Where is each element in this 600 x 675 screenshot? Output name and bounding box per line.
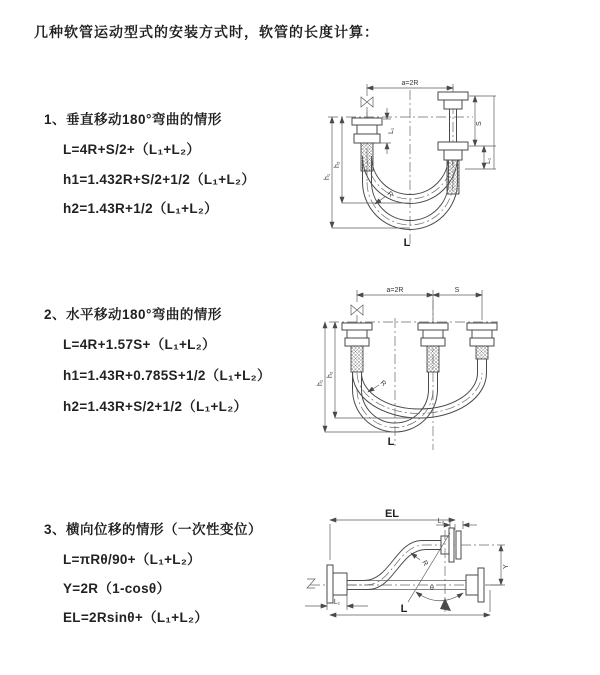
section-3-formula-Y: Y=2R（1-cosθ） [63,581,171,596]
dim-s [433,287,482,295]
dim-label-a2r: a=2R [401,80,419,87]
dim-label-l1-left: L₁ [388,127,395,134]
left-flange [342,323,372,372]
dim-label-l1-right: L₁ [485,157,492,164]
dim-label-L: L [387,436,395,448]
diagram-vertical-180-bend [303,72,595,260]
hose-position-b [353,359,487,418]
dim-label-r: R [385,190,395,199]
dim-label-s: S [454,287,460,294]
pipe-break-mark [307,579,315,588]
dim-label-el: EL [384,508,400,520]
dim-label-a2r: a=2R [386,287,404,294]
section-2-heading: 2、水平移动180°弯曲的情形 [44,307,222,322]
dim-label-theta: θ [430,585,434,592]
radius-callout [368,379,387,392]
section-1-heading: 1、垂直移动180°弯曲的情形 [44,112,222,127]
angle-wedge [440,598,451,611]
dim-label-r: R [420,559,429,568]
dim-el [330,508,455,560]
dim-label-l1: L₁ [333,599,341,606]
radius-callout [375,190,394,204]
section-2-formula-h1: h1=1.43R+0.785S+1/2（L₁+L₂） [63,368,271,383]
dim-l2 [436,518,477,529]
right-flange-lower [438,142,468,194]
diagram-horizontal-180-bend [303,278,595,456]
section-3-formula-L: L=πRθ/90+（L₁+L₂） [63,552,201,567]
dim-label-h1: h₁ [324,173,331,180]
section-2-formula-h2: h2=1.43R+S/2+1/2（L₁+L₂） [63,399,248,414]
dim-l1 [305,595,368,610]
dim-a-2r [357,287,482,320]
dim-label-l2: L₂ [437,518,445,525]
section-1-formula-h2: h2=1.43R+1/2（L₁+L₂） [63,201,218,216]
dim-label-s: S [476,121,483,126]
left-flange [352,118,382,171]
section-1-formula-h1: h1=1.432R+S/2+1/2（L₁+L₂） [63,172,256,187]
right-flange [466,568,484,602]
middle-flange [418,323,448,372]
radius-callout [411,553,429,567]
dim-h2 [327,322,419,418]
upper-flange [441,528,461,562]
dim-label-h2: h₂ [327,371,334,378]
section-1-formula-L: L=4R+S/2+（L₁+L₂） [63,142,201,157]
section-2-formula-L: L=4R+1.57S+（L₁+L₂） [63,337,216,352]
section-3-formula-EL: EL=2Rsinθ+（L₁+L₂） [63,610,209,625]
dim-label-h2: h₂ [334,161,341,168]
page-title: 几种软管运动型式的安装方式时，软管的长度计算： [34,24,379,40]
dim-label-h1: h₁ [317,379,324,386]
section-3-heading: 3、横向位移的情形（一次性变位） [44,522,263,537]
dim-l1-right [484,96,494,169]
right-flange [467,323,497,359]
dim-l1-left [375,108,395,154]
dim-label-L: L [403,237,411,249]
angle-theta [408,530,463,612]
valve-icon [351,305,363,323]
dim-label-y: Y [503,564,510,569]
dim-label-L: L [400,603,408,615]
dim-label-r: R [378,379,388,388]
diagram-lateral-displacement [298,498,600,650]
left-flange [307,565,347,603]
